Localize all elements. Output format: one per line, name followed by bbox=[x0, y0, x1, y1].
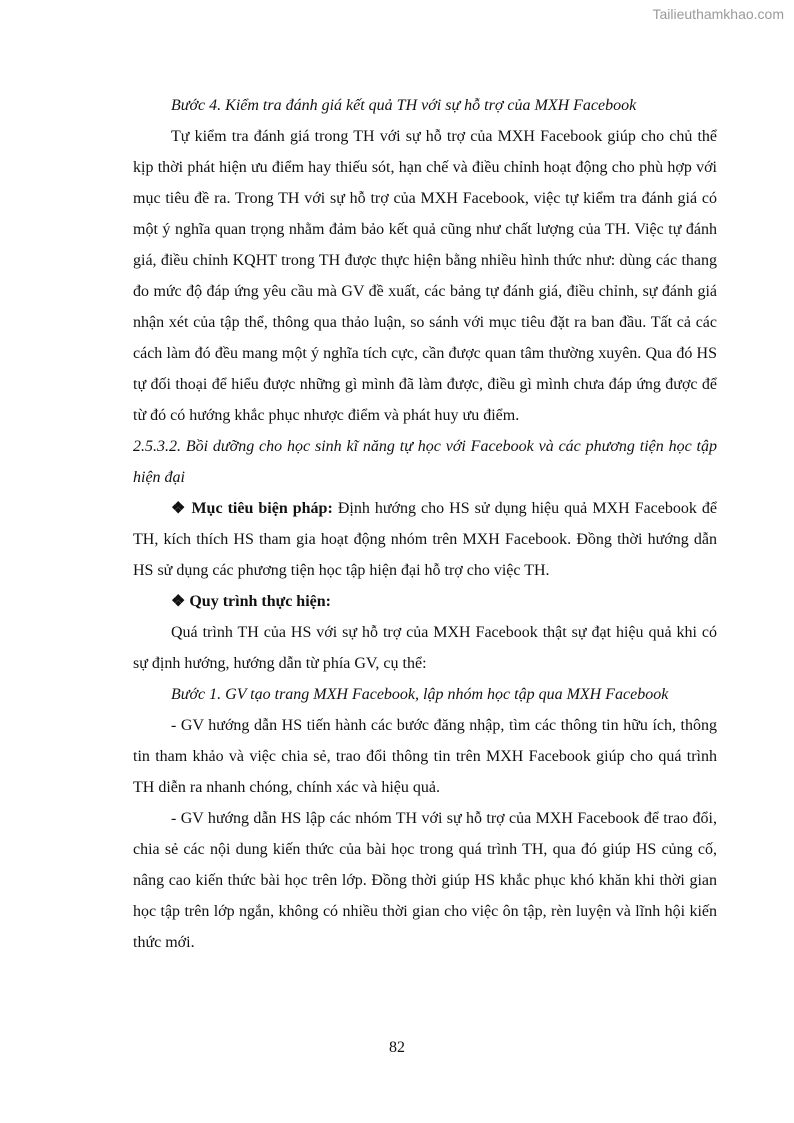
procedure-intro: Quá trình TH của HS với sự hỗ trợ của MXH Facebook thật sự đạt hiệu quả khi có sự định hướng, hướng dẫn từ phía GV, cụ thể: bbox=[133, 624, 717, 672]
procedure-heading bbox=[133, 586, 717, 617]
step4-paragraph: Tự kiểm tra đánh giá trong TH với sự hỗ trợ của MXH Facebook giúp cho chủ thể kịp thời phát hiện ưu điểm hay thiếu sót, hạn chế và điều chỉnh hoạt động cho phù hợp với mục tiêu đề ra. Trong TH với sự hỗ trợ của MXH Facebook, việc tự kiểm tra đánh giá có một ý nghĩa quan trọng nhằm đảm bảo kết quả cũng như chất lượng của TH. Việc tự đánh giá, điều chỉnh KQHT trong TH được thực hiện bằng nhiều hình thức như: dùng các thang đo mức độ đáp ứng yêu cầu mà GV đề xuất, các bảng tự đánh giá, điều chỉnh, sự đánh giá nhận xét của tập thể, thông qua thảo luận, so sánh với mục tiêu đặt ra ban đầu. Tất cả các cách làm đó đều mang một ý nghĩa tích cực, cần được quan tâm thường xuyên. Qua đó HS tự đối thoại để hiểu được những gì mình đã làm được, điều gì mình chưa đáp ứng được để từ đó có hướng khắc phục nhược điểm và phát huy ưu điểm. bbox=[133, 128, 717, 424]
watermark: Tailieuthamkhao.com bbox=[652, 6, 784, 22]
objective-bullet-icon: ❖ bbox=[171, 500, 187, 517]
step4-heading: Bước 4. Kiểm tra đánh giá kết quả TH với sự hỗ trợ của MXH Facebook bbox=[171, 97, 637, 114]
procedure-label: Quy trình thực hiện: bbox=[189, 593, 331, 610]
step1-item-2: - GV hướng dẫn HS lập các nhóm TH với sự hỗ trợ của MXH Facebook để trao đổi, chia sẻ các nội dung kiến thức của bài học trong quá trình TH, qua đó giúp HS củng cố, nâng cao kiến thức bài học trên lớp. Đồng thời giúp HS khắc phục khó khăn khi thời gian học tập trên lớp ngắn, không có nhiều thời gian cho việc ôn tập, rèn luyện và lĩnh hội kiến thức mới. bbox=[133, 810, 717, 951]
step1-heading: Bước 1. GV tạo trang MXH Facebook, lập nhóm học tập qua MXH Facebook bbox=[171, 686, 669, 703]
procedure-bullet-icon: ❖ bbox=[171, 593, 186, 610]
objective-text: Định hướng cho HS sử dụng hiệu quả MXH Facebook để TH, kích thích HS tham gia hoạt động nhóm trên MXH Facebook. Đồng thời hướng dẫn HS sử dụng các phương tiện học tập hiện đại hỗ trợ cho việc TH. bbox=[133, 500, 718, 579]
step1-item-1: - GV hướng dẫn HS tiến hành các bước đăng nhập, tìm các thông tin hữu ích, thông tin tham khảo và việc chia sẻ, trao đổi thông tin trên MXH Facebook giúp cho quá trình TH diễn ra nhanh chóng, chính xác và hiệu quả. bbox=[133, 717, 717, 796]
page-number: 82 bbox=[389, 1039, 405, 1056]
document-body bbox=[133, 90, 717, 958]
section-heading: 2.5.3.2. Bồi dưỡng cho học sinh kĩ năng tự học với Facebook và các phương tiện học tập hiện đại bbox=[133, 438, 717, 486]
objective-label: Mục tiêu biện pháp: bbox=[191, 500, 333, 517]
objective-paragraph bbox=[133, 493, 717, 586]
